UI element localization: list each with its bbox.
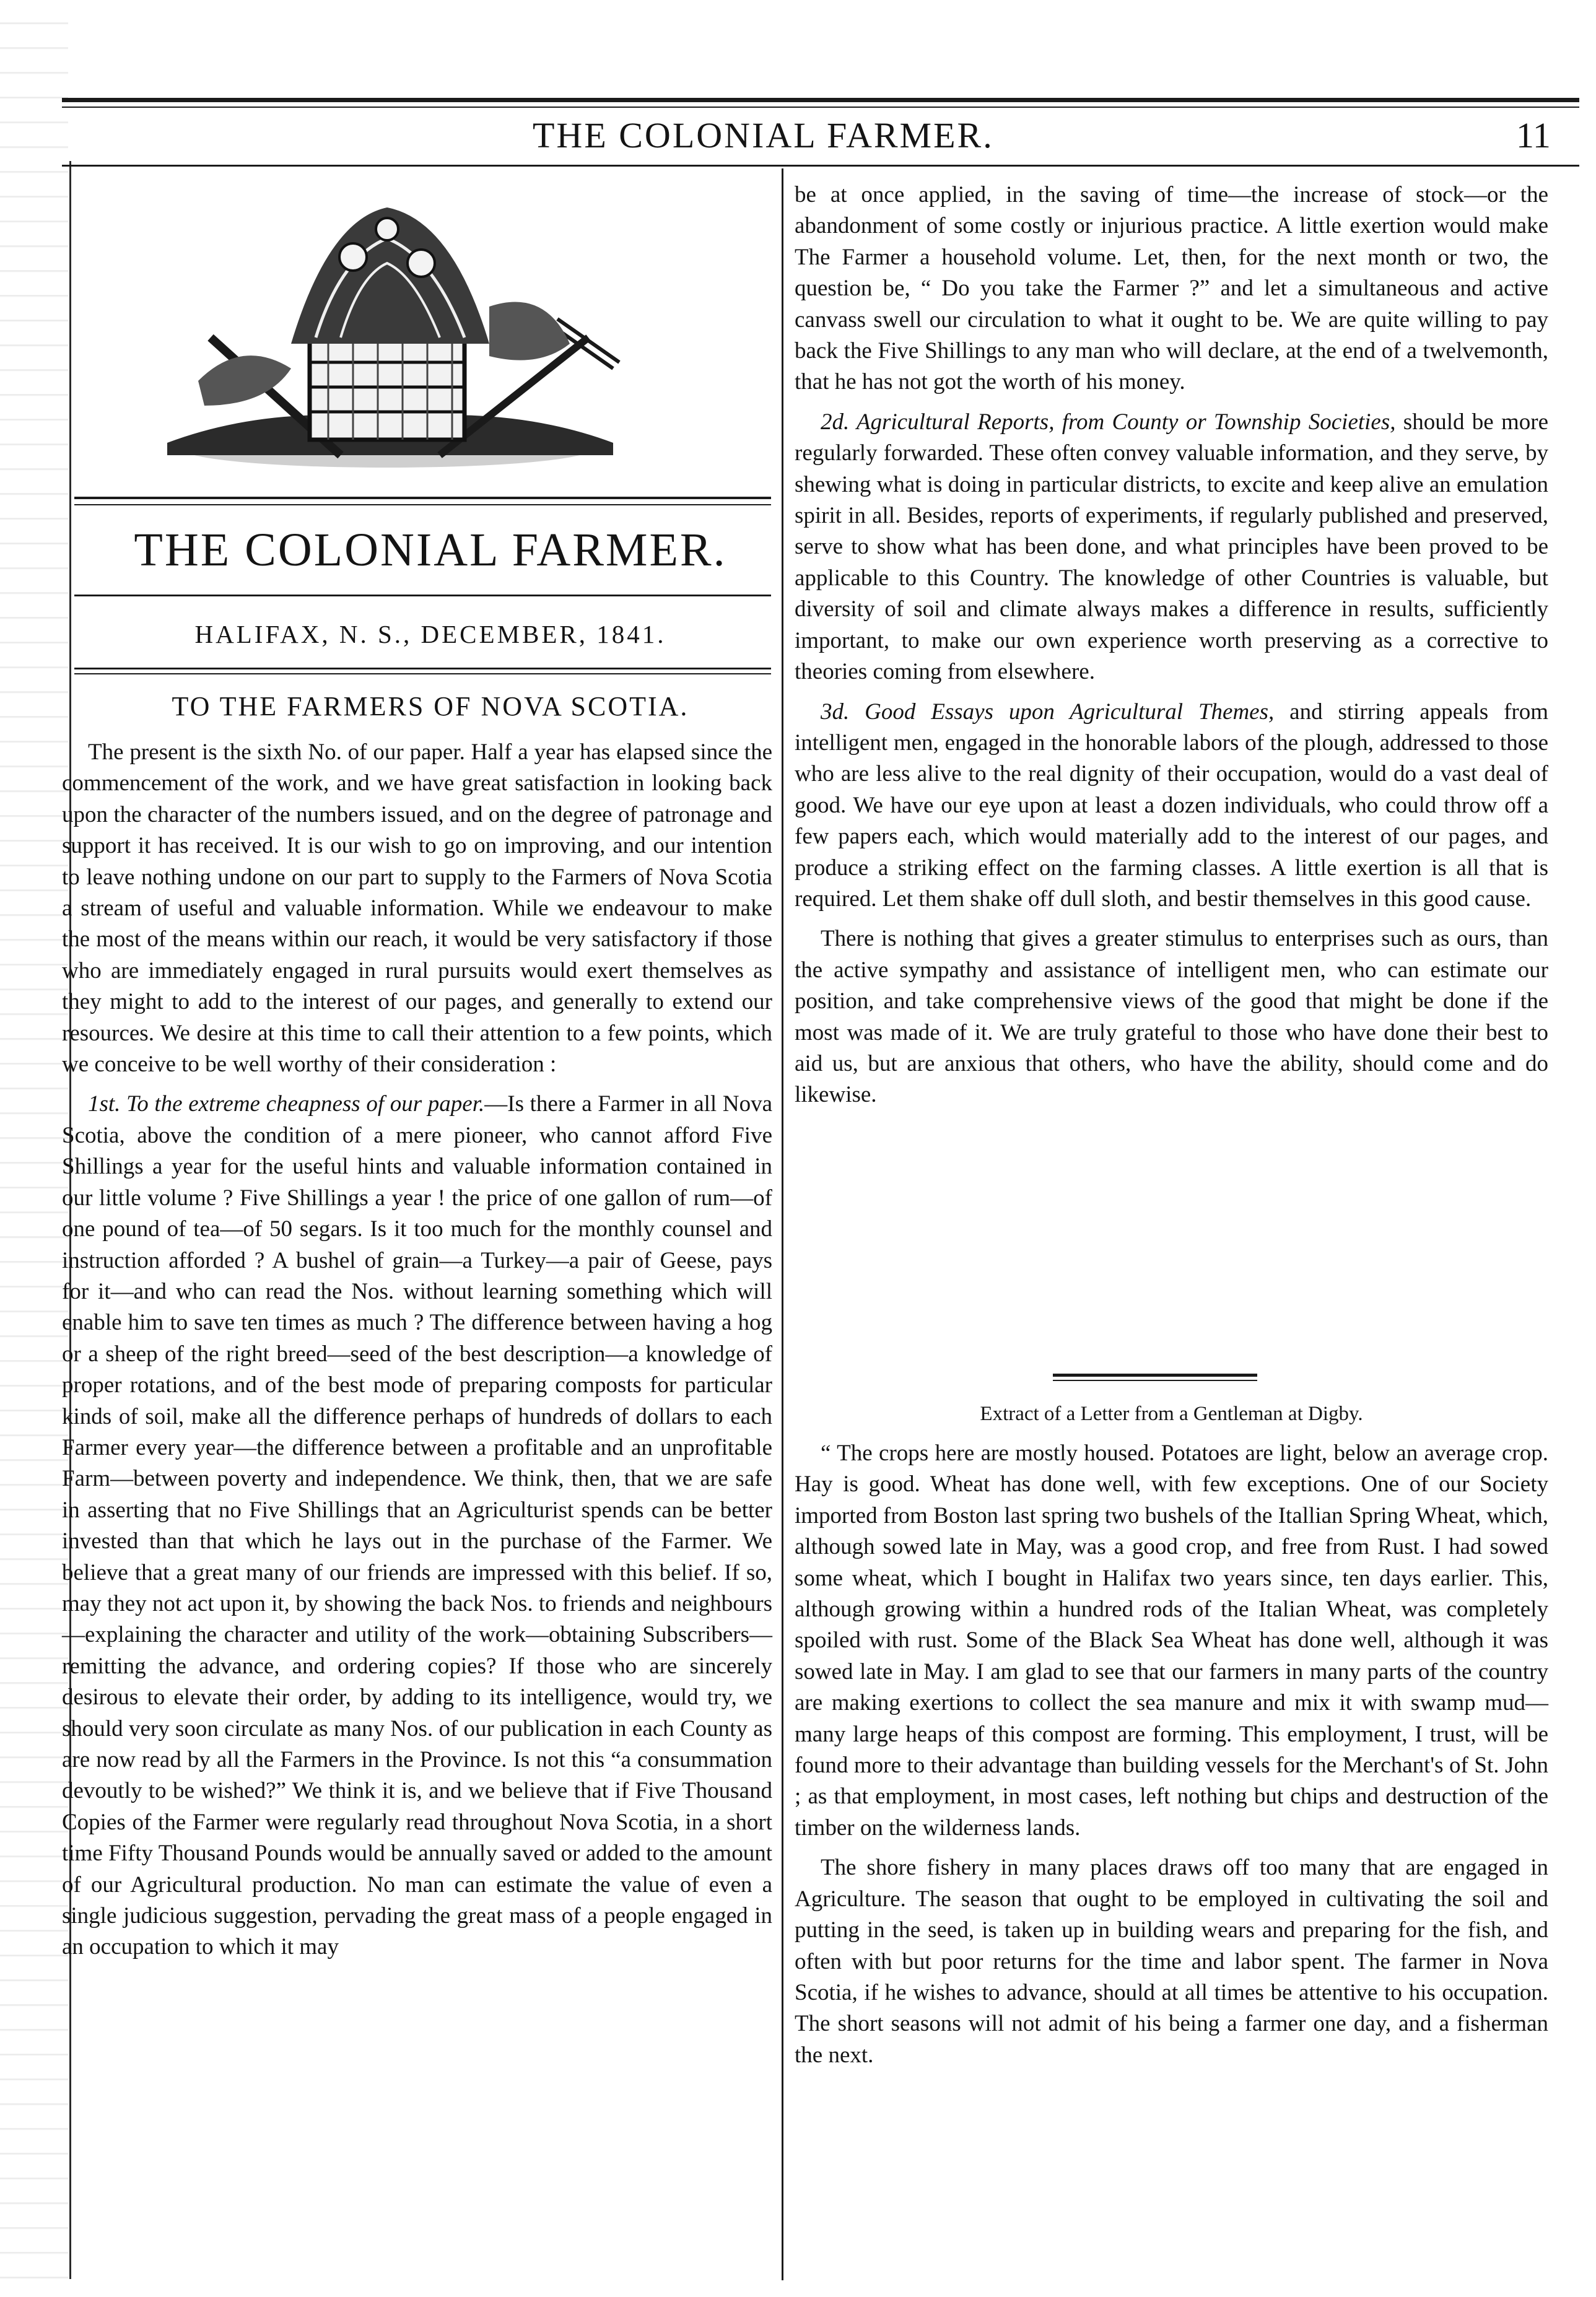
point-label-essays: 3d. Good Essays upon Agricultural Themes, [821,699,1275,725]
point-text-cheapness: —Is there a Farmer in all Nova Scotia, above the condition of a mere pioneer, who cannot afford Five Shillings a year for the useful hints and valuable information contained in our little volume ? Five Shillings a year ! the price of one gallon of rum—of one pound of tea—of 50 segars. Is it too much for the monthly counsel and instruction afforded ? A bushel of grain—a Turkey—a pair of Geese, pays for it—and who can read the Nos. without learning something which will enable him to save ten times as much ? The difference between having a hog or a sheep of the right breed—seed of the best description—a knowledge of proper rotations, and of the best mode of preparing composts for particular kinds of soil, make all the difference perhaps of hundreds of dollars to each Farmer every year—the difference between a profitable and an unprofitable Farm—between poverty and independence. We think, then, that we are safe in asserting that no Five Shillings that an Agriculturist spends can be better invested than that which he lays out in the purchase of the Farmer. We believe that a great many of our friends are impressed with this belief. If so, may they not act upon it, by showing the back Nos. to friends and neighbours—explaining the character and utility of the work—obtaining Subscribers—remitting the advance, and ordering copies? If those who are sincerely desirous to elevate their order, by adding to its intelligence, would try, we should very soon circulate as many Nos. of our publication in each County as are now read by all the Farmers in the Province. Is not this “a consummation devoutly to be wished?” We think it is, and we believe that if Five Thousand Copies of the Farmer were regularly read throughout Nova Scotia, in a short time Fifty Thousand Pounds would be annually saved or added to the amount of our Agricultural production. No man can estimate the value of even a single judicious suggestion, pervading the great mass of a people engaged in an occupation to which it may [62,1091,772,1960]
dateline: HALIFAX, N. S., DECEMBER, 1841. [194,620,666,648]
extract-body [795,1438,1548,2080]
wheat-sheaf-basket-farm-tools-icon [142,183,632,474]
masthead-rule-top [74,497,771,499]
masthead-rule-mid [74,595,771,596]
masthead-rule-bottom [74,668,771,669]
top-rule-thin [62,107,1579,108]
paragraph-essays [795,697,1548,915]
masthead-rule-bottom-thin [74,673,771,674]
section-separator-rule-thin [1053,1380,1257,1381]
point-text-essays: and stirring appeals from intelligent men, engaged in the honorable labors of the plough, addressed to those who are less alive to the real dignity of their occupation, would do a vast deal of good. We have our eye upon at least a dozen individuals, who could throw off a few papers each, which would materially add to the interest of our pages, and produce a striking effect on the farming classes. A little exertion is all that is required. Let them shake off dull sloth, and bestir themselves in this good cause. [795,699,1548,912]
paragraph-reports [795,407,1548,688]
extract-paragraph-2: The shore fishery in many places draws off too many that are engaged in Agriculture. The season that ought to be employed in cultivating the soil and putting in the seed, is taken up in building wears and preparing for the fish, and often with but poor returns for the time and labor spent. The farmer in Nova Scotia, if he wishes to advance, should at all times be attentive to his occupation. The short seasons will not admit of his being a farmer one day, and a fisherman the next. [795,1855,1548,2068]
right-column [795,180,1548,1120]
point-text-reports: should be more regularly forwarded. These often convey valuable information, and they serve, by shewing what is doing in particular districts, to excite and keep alive an emulation spirit in all. Besides, reports of experiments, if regularly published and preserved, serve to show what has been done, and what principles have been proved to be applicable to this Country. The knowledge of other Countries is valuable, but diversity of soil and climate always makes a difference in results, sufficiently important, to make our own experience worth preserving as a corrective to theories coming from elsewhere. [795,409,1548,685]
extract-title: Extract of a Letter from a Gentleman at Digby. [980,1403,1363,1425]
scan-binding-edge [0,0,68,2297]
article-heading: TO THE FARMERS OF NOVA SCOTIA. [172,691,689,721]
point-label-reports: 2d. Agricultural Reports, from County or Township Societies, [821,409,1396,435]
paragraph-closing: There is nothing that gives a greater stimulus to enterprises such as ours, than the active sympathy and assistance of intelligent men, who can estimate our position, and take comprehensive views of the good that might be done if the most was made of it. We are truly grateful to those who have done their best to aid us, but are anxious that others, who have the ability, should come and do likewise. [795,926,1548,1108]
page-number: 11 [1516,115,1551,155]
running-head: THE COLONIAL FARMER. [533,115,994,155]
column-divider [782,168,783,2280]
section-separator-rule [1053,1374,1257,1377]
paragraph-cheapness [62,1089,772,1963]
masthead-title: THE COLONIAL FARMER. [134,524,727,576]
left-column [62,737,772,1972]
point-label-cheapness: 1st. To the extreme cheapness of our paper. [88,1091,485,1117]
masthead-rule-top-thin [74,504,771,505]
extract-paragraph-1: “ The crops here are mostly housed. Potatoes are light, below an average crop. Hay is good. Wheat has done well, with few exceptions. One of our Society imported from Boston last spring two bushels of the Itallian Spring Wheat, which, although sowed late in May, was a good crop, and free from Rust. I had sowed some wheat, which I bought in Halifax two years since, ten days earlier. This, although growing within a hundred rods of the Italian Wheat, was completely spoiled with rust. Some of the Black Sea Wheat has done well, although it was sowed late in May. I am glad to see that our farmers in many parts of the country are making exertions to collect the sea manure and mix it with swamp mud—many large heaps of this compost are forming. This employment, I trust, will be found more to their advantage than building vessels for the Merchant's of St. John ; as that employment, in most cases, left nothing but chips and destruction of the timber on the wilderness lands. [795,1441,1548,1841]
top-rule-thick [62,98,1579,102]
paragraph-continued: be at once applied, in the saving of time—the increase of stock—or the abandonment of some costly or injurious practice. A little exertion would make The Farmer a household volume. Let, then, for the next month or two, the question be, “ Do you take the Farmer ?” and let a simultaneous and active canvass swell our circulation to what it ought to be. We are quite willing to pay back the Five Shillings to any man who will declare, at the end of a twelvemonth, that he has not got the worth of his money. [795,182,1548,395]
header-rule [62,165,1579,167]
paragraph-intro: The present is the sixth No. of our paper. Half a year has elapsed since the commencement of the work, and we have great satisfaction in looking back upon the character of the numbers issued, and on the degree of patronage and support it has received. It is our wish to go on improving, and our intention to leave nothing undone on our part to supply to the Farmers of Nova Scotia a stream of useful and valuable information. While we endeavour to make the most of the means within our reach, it would be very satisfactory if those who are immediately engaged in rural pursuits would exert themselves as they might to add to the interest of our pages, and generally to extend our resources. We desire at this time to call their attention to a few points, which we conceive to be well worthy of their consideration : [62,739,772,1078]
